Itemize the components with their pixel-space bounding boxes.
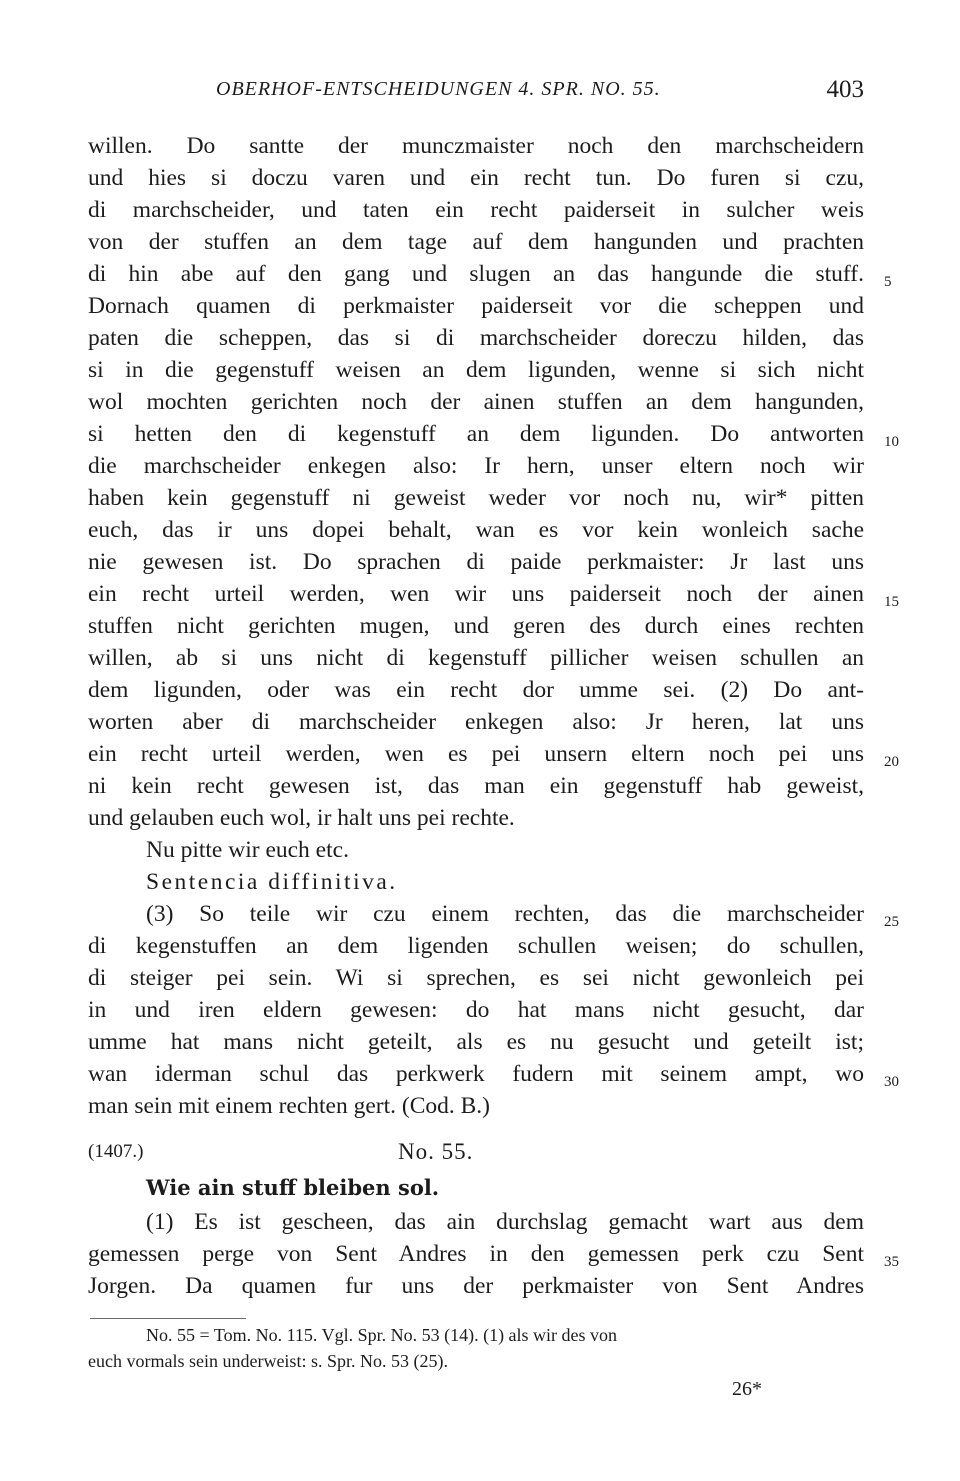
- text-line: in und iren eldern gewesen: do hat mans nicht gesucht, dar: [88, 997, 864, 1023]
- text-line: willen, ab si uns nicht di kegenstuff pillicher weisen schullen an: [88, 645, 864, 671]
- text-line: worten aber di marchscheider enkegen also: Jr heren, lat uns: [88, 709, 864, 735]
- text-line: di kegenstuffen an dem ligenden schullen weisen; do schullen,: [88, 933, 864, 959]
- text-line: und hies si doczu varen und ein recht tun. Do furen si czu,: [88, 165, 864, 191]
- text-line: (1) Es ist gescheen, das ain durchslag gemacht wart aus dem: [146, 1209, 864, 1235]
- entry-heading: Wie ain stuff bleiben sol.: [146, 1175, 440, 1200]
- text-line: Dornach quamen di perkmaister paiderseit vor die scheppen und: [88, 293, 864, 319]
- text-line: wan iderman schul das perkwerk fudern mit seinem ampt, wo: [88, 1061, 864, 1087]
- running-title: OBERHOF-ENTSCHEIDUNGEN 4. SPR. NO. 55.: [216, 78, 661, 100]
- text-line: euch, das ir uns dopei behalt, wan es vor kein wonleich sache: [88, 517, 864, 543]
- text-line: nie gewesen ist. Do sprachen di paide perkmaister: Jr last uns: [88, 549, 864, 575]
- line-number: 35: [884, 1254, 899, 1270]
- text-line: umme hat mans nicht geteilt, als es nu gesucht und geteilt ist;: [88, 1029, 864, 1055]
- text-line: dem ligunden, oder was ein recht dor umme sei. (2) Do ant-: [88, 677, 864, 703]
- text-line: di marchscheider, und taten ein recht paiderseit in sulcher weis: [88, 197, 864, 223]
- text-line: Sentencia diffinitiva.: [146, 869, 398, 895]
- footnote-line: No. 55 = Tom. No. 115. Vgl. Spr. No. 53 (14). (1) als wir des von: [146, 1325, 618, 1345]
- text-line: Jorgen. Da quamen fur uns der perkmaister von Sent Andres: [88, 1273, 864, 1299]
- text-line: di hin abe auf den gang und slugen an das hangunde die stuff.: [88, 261, 864, 287]
- text-line: die marchscheider enkegen also: Ir hern, unser eltern noch wir: [88, 453, 864, 479]
- text-line: si in die gegenstuff weisen an dem ligunden, wenne si sich nicht: [88, 357, 864, 383]
- line-number: 25: [884, 914, 899, 930]
- line-number: 20: [884, 754, 899, 770]
- text-line: wol mochten gerichten noch der ainen stuffen an dem hangunden,: [88, 389, 864, 415]
- text-line: willen. Do santte der munczmaister noch den marchscheidern: [88, 133, 864, 159]
- line-number: 10: [884, 434, 899, 450]
- text-line: gemessen perge von Sent Andres in den gemessen perk czu Sent: [88, 1241, 864, 1267]
- footnote-line: euch vormals sein underweist: s. Spr. No. 53 (25).: [88, 1351, 448, 1371]
- text-line: ein recht urteil werden, wen es pei unsern eltern noch pei uns: [88, 741, 864, 767]
- line-number: 5: [884, 274, 892, 290]
- text-line: stuffen nicht gerichten mugen, und geren des durch eines rechten: [88, 613, 864, 639]
- text-line: man sein mit einem rechten gert. (Cod. B.): [88, 1093, 491, 1119]
- text-line: si hetten den di kegenstuff an dem ligunden. Do antworten: [88, 421, 864, 447]
- text-line: ein recht urteil werden, wen wir uns paiderseit noch der ainen: [88, 581, 864, 607]
- footnote-rule: [90, 1318, 246, 1319]
- text-line: (3) So teile wir czu einem rechten, das die marchscheider: [146, 901, 864, 927]
- text-line: ni kein recht gewesen ist, das man ein gegenstuff hab geweist,: [88, 773, 864, 799]
- entry-year: (1407.): [88, 1141, 144, 1162]
- text-line: di steiger pei sein. Wi si sprechen, es sei nicht gewonleich pei: [88, 965, 864, 991]
- line-number: 15: [884, 594, 899, 610]
- text-line: und gelauben euch wol, ir halt uns pei rechte.: [88, 805, 515, 831]
- entry-number: No. 55.: [398, 1139, 474, 1164]
- text-line: von der stuffen an dem tage auf dem hangunden und prachten: [88, 229, 864, 255]
- text-line: Nu pitte wir euch etc.: [146, 837, 349, 863]
- signature-mark: 26*: [732, 1378, 762, 1400]
- line-number: 30: [884, 1074, 899, 1090]
- text-line: haben kein gegenstuff ni geweist weder vor noch nu, wir* pitten: [88, 485, 864, 511]
- page-number: 403: [826, 76, 864, 103]
- text-line: paten die scheppen, das si di marchscheider doreczu hilden, das: [88, 325, 864, 351]
- page-header: [88, 78, 864, 114]
